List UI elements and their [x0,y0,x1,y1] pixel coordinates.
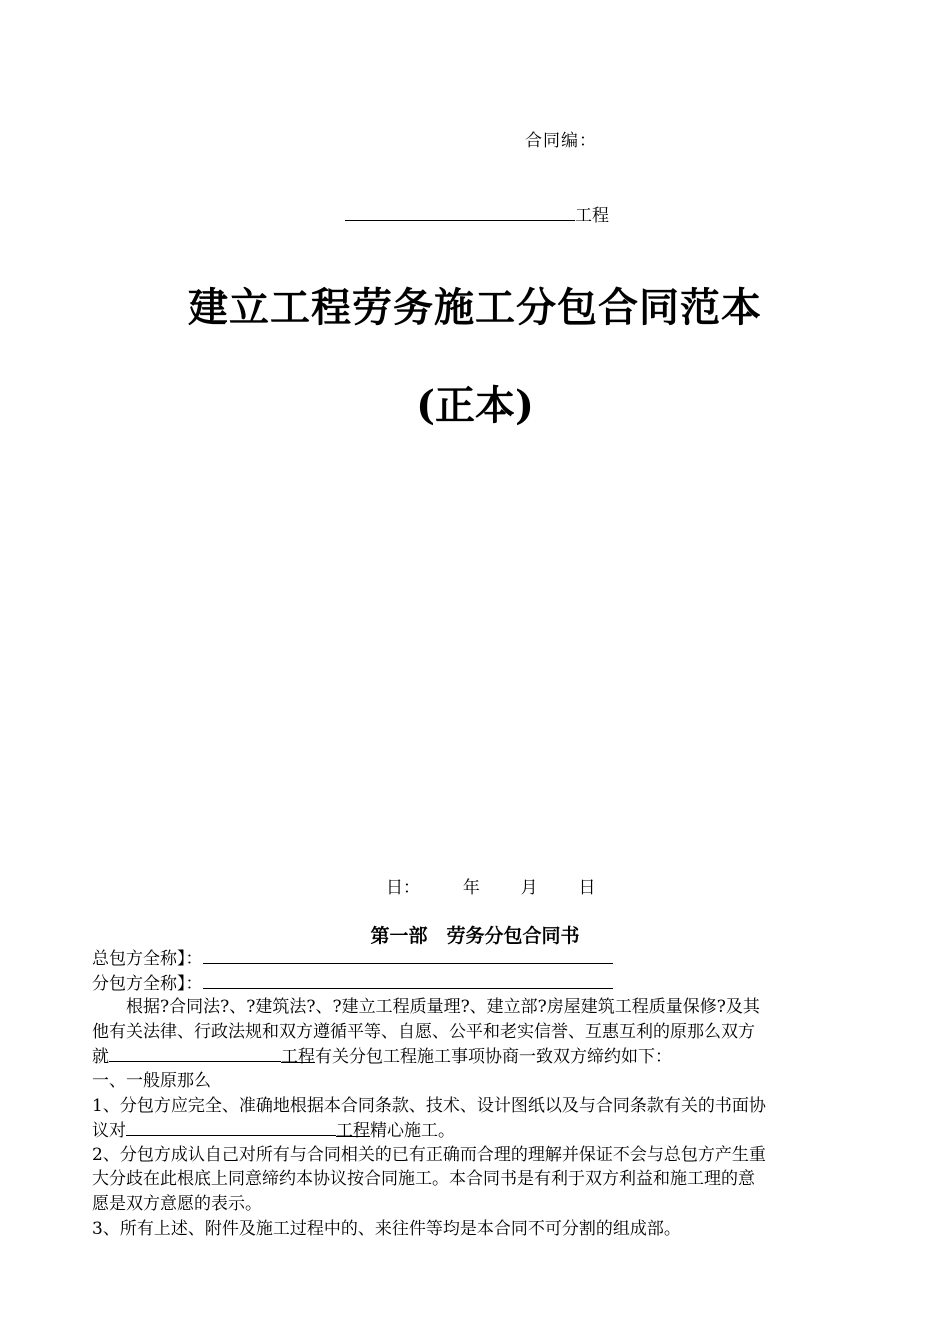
clause-3: 3、所有上述、附件及施工过程中的、来往件等均是本合同不可分割的组成部。 [92,1218,681,1239]
preamble-line-3-suffix: 有关分包工程施工事项协商一致双方缔约如下： [315,1047,672,1068]
preamble-project-blank [109,1044,281,1062]
document-subtitle: (正本) [416,382,534,429]
clause-1-prefix: 议对 [92,1121,126,1142]
clause-2-line-1: 2、分包方成认自己对所有与合同相关的已有正确而合理的理解并保证不会与总包方产生重 [92,1144,766,1165]
contract-body [92,946,862,1241]
preamble-line-3-prefix: 就 [92,1047,109,1068]
general-contractor-blank [203,946,613,964]
subcontractor-blank [203,971,613,989]
clause-1-line-1: 1、分包方应完全、准确地根据本合同条款、技术、设计图纸以及与合同条款有关的书面协 [92,1095,766,1116]
clause-2-line-2: 大分歧在此根底上同意缔约本协议按合同施工。本合同书是有利于双方利益和施工理的意 [92,1169,755,1190]
subcontractor-label: 分包方全称】： [92,973,203,994]
part-heading: 第一部 劳务分包合同书 [370,925,580,947]
clause-1-project-blank [126,1118,336,1136]
project-suffix: 工程 [575,206,609,226]
preamble-project-label: 工程 [281,1047,315,1068]
project-name-blank [345,204,575,221]
clause-2-line-3: 愿是双方意愿的表示。 [92,1193,262,1214]
date-month: 月 [520,878,538,898]
general-contractor-line [92,946,862,971]
clause-1-line-2 [92,1118,862,1143]
project-name-line [345,201,609,226]
preamble-line-3 [92,1044,862,1069]
section-1-heading: 一、一般原那么 [92,1070,211,1091]
date-day-label: 日： [386,878,420,898]
date-day: 日 [578,878,596,898]
preamble-line-1: 根据?合同法?、?建筑法?、?建立工程质量理?、建立部?房屋建筑工程质量保修?及其 [126,997,760,1018]
date-line [386,873,595,898]
contract-number-label: 合同编： [525,131,597,151]
clause-1-project-label: 工程 [336,1121,370,1142]
subcontractor-line [92,971,862,996]
date-year: 年 [462,878,480,898]
document-title: 建立工程劳务施工分包合同范本 [188,284,762,331]
preamble-line-2: 他有关法律、行政法规和双方遵循平等、自愿、公平和老实信誉、互惠互利的原那么双方 [92,1021,755,1042]
clause-1-suffix: 精心施工。 [370,1121,455,1142]
general-contractor-label: 总包方全称】： [92,949,203,969]
